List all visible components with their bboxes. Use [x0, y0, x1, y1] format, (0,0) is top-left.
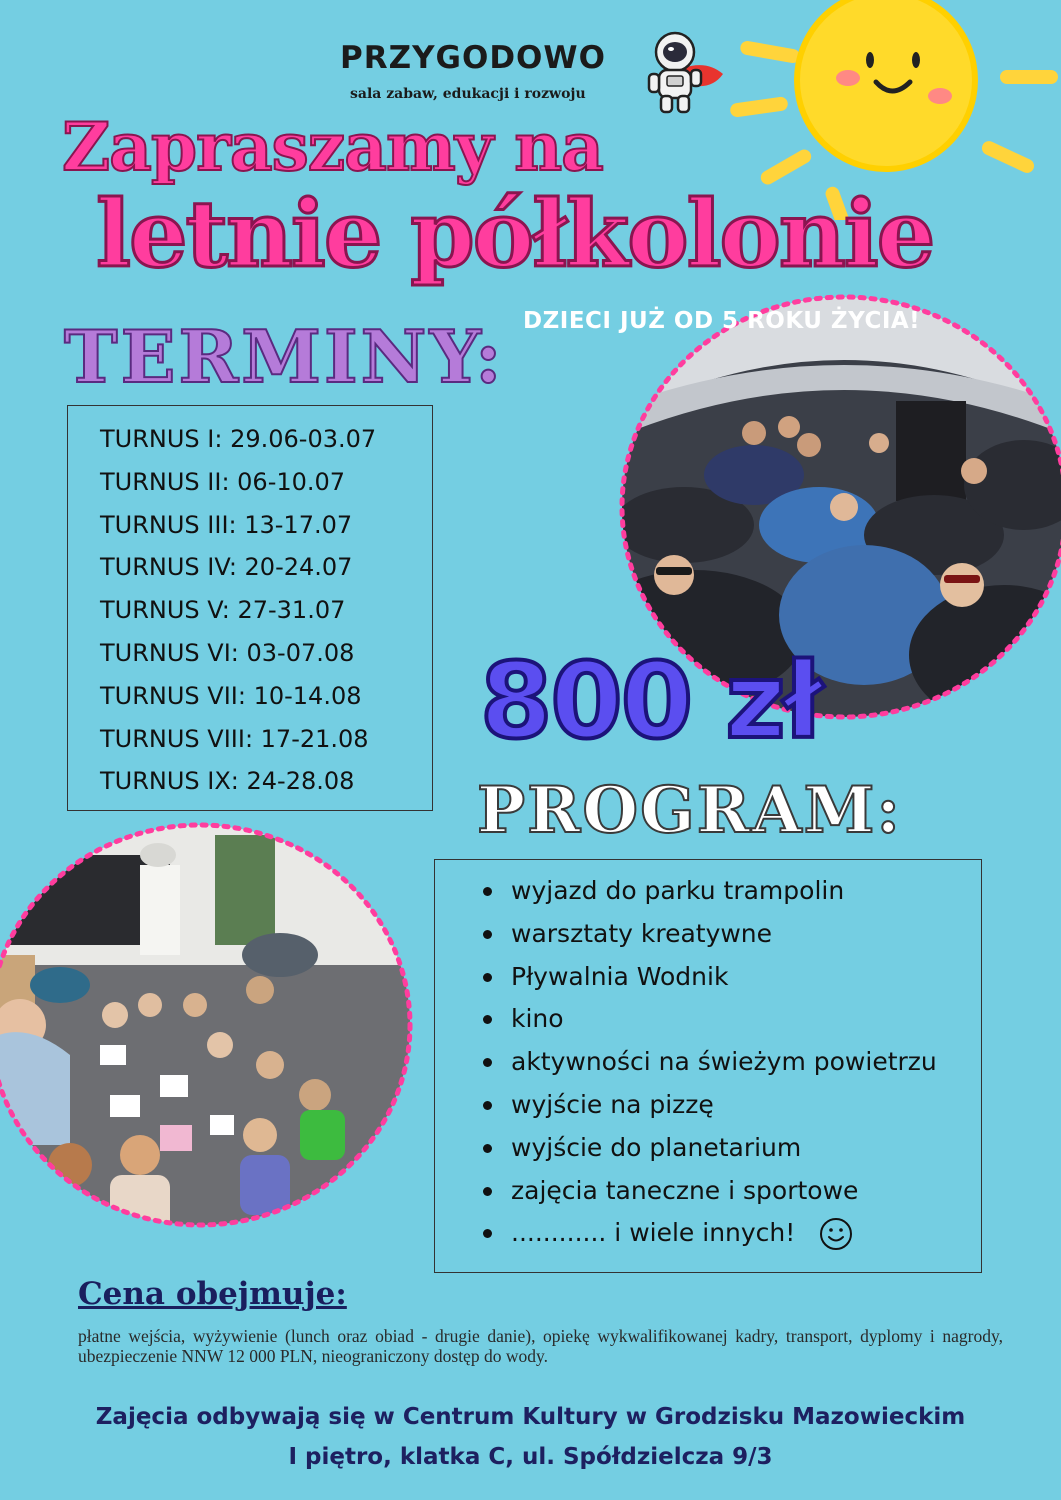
program-item [483, 1084, 981, 1127]
program-heading: PROGRAM: [477, 773, 903, 848]
bullet-icon [483, 1015, 492, 1024]
includes-heading: Cena obejmuje: [78, 1276, 347, 1312]
term-item: TURNUS VII: 10-14.08 [100, 681, 362, 710]
term-item: TURNUS VIII: 17-21.08 [100, 724, 369, 753]
age-requirement: DZIECI JUŻ OD 5 ROKU ŻYCIA! [523, 308, 921, 334]
bullet-icon [483, 1101, 492, 1110]
program-item-label: warsztaty kreatywne [511, 918, 773, 948]
bullet-icon [483, 1058, 492, 1067]
program-item-label: wyjście na pizzę [511, 1089, 714, 1119]
program-item [483, 1127, 981, 1170]
bullet-icon [483, 930, 492, 939]
program-item-label: zajęcia taneczne i sportowe [511, 1175, 859, 1205]
program-item [483, 1170, 981, 1213]
terms-list [67, 405, 433, 811]
program-item [483, 1041, 981, 1084]
brand-tagline: sala zabaw, edukacji i rozwoju [350, 86, 586, 102]
smiley-icon [819, 1217, 853, 1251]
term-item: TURNUS I: 29.06-03.07 [100, 425, 377, 453]
includes-text: płatne wejścia, wyżywienie (lunch oraz obiad - drugie danie), opiekę wykwalifikowanej kadry, transport, dyplomy i nagrody, ubezpieczenie NNW 12 000 PLN, nieograniczony dostęp do wody. [78, 1326, 1003, 1366]
term-item: TURNUS V: 27-31.07 [100, 596, 346, 625]
headline-line-2: letnie półkolonie [96, 180, 934, 288]
program-item-label: wyjazd do parku trampolin [511, 876, 845, 905]
location-line-1: Zajęcia odbywają się w Centrum Kultury w Grodzisku Mazowieckim [95, 1404, 966, 1430]
location-line-2: I piętro, klatka C, ul. Spółdzielcza 9/3 [288, 1444, 773, 1470]
term-item: TURNUS VI: 03-07.08 [100, 638, 355, 667]
program-item [483, 998, 981, 1041]
term-item: TURNUS IV: 20-24.07 [100, 553, 353, 582]
headline-line-1: Zapraszamy na [62, 108, 603, 186]
astronaut-icon [643, 30, 725, 116]
program-item [483, 870, 981, 913]
program-item [483, 956, 981, 999]
program-list [434, 859, 982, 1273]
program-item-label: kino [511, 1004, 564, 1034]
program-item [483, 1212, 981, 1255]
program-item-label: wyjście do planetarium [511, 1132, 802, 1162]
bullet-icon [483, 887, 492, 896]
program-item [483, 913, 981, 956]
term-item: TURNUS II: 06-10.07 [100, 467, 346, 496]
term-item: TURNUS III: 13-17.07 [100, 510, 353, 539]
bullet-icon [483, 1187, 492, 1196]
program-item-label: aktywności na świeżym powietrzu [511, 1047, 937, 1077]
terms-heading: TERMINY: [64, 314, 505, 399]
workshop-photo [0, 815, 430, 1240]
term-item: TURNUS IX: 24-28.08 [100, 767, 355, 796]
program-item-label: ............ i wiele innych! [511, 1218, 796, 1248]
brand-name: PRZYGODOWO [340, 40, 606, 76]
bullet-icon [483, 1229, 492, 1238]
bullet-icon [483, 973, 492, 982]
bullet-icon [483, 1144, 492, 1153]
program-item-label: Pływalnia Wodnik [511, 961, 729, 991]
price-label: 800 zł [480, 640, 821, 762]
